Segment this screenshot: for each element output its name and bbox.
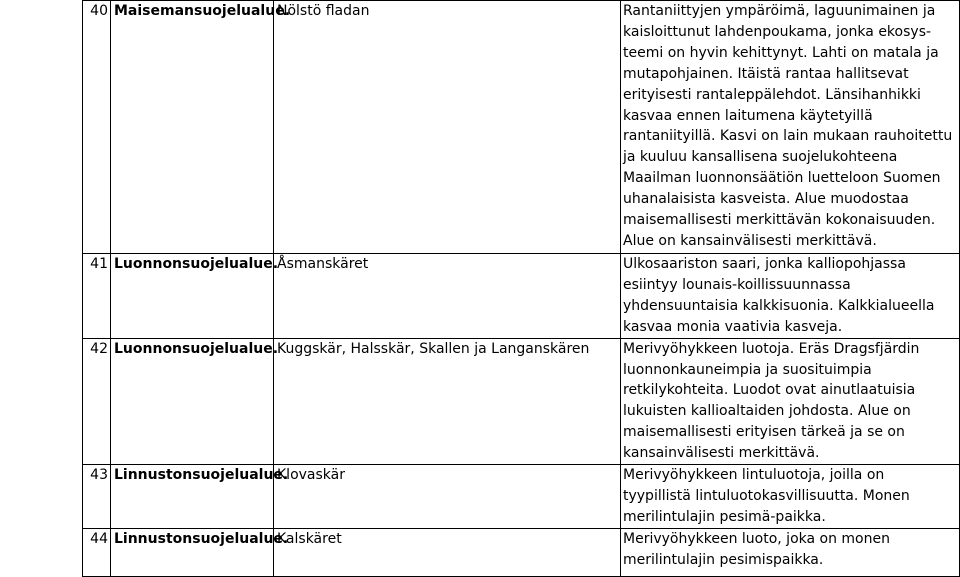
area-number: 43 <box>83 465 111 529</box>
table-row <box>83 465 960 529</box>
area-number: 40 <box>83 1 111 254</box>
area-name: Kuggskär, Halsskär, Skallen ja Langanskären <box>274 338 621 464</box>
table-row <box>83 254 960 339</box>
area-description: Merivyöhykkeen luotoja. Eräs Dragsfjärdin luonnonkauneimpia ja suosituimpia retkilykohteita. Luodot ovat ainutlaatuisia lukuisten kallioaltaiden johdosta. Alue on maisemallisesti erityisen tärkeä ja se on kansainvälisesti merkittävä. <box>621 338 960 464</box>
area-name: Klovaskär <box>274 465 621 529</box>
area-description: Rantaniittyjen ympäröimä, laguunimainen ja kaisloittunut lahdenpoukama, jonka ekosys-teemi on hyvin kehittynyt. Lahti on matala ja mutapohjainen. Itäistä rantaa hallitsevat erityisesti rantaleppälehdot. Länsihanhikki kasvaa ennen laitumena käytetyillä rantaniityillä. Kasvi on lain mukaan rauhoitettu ja kuuluu kansallisena suojelukohteena Maailman luonnonsäätiön luetteloon Suomen uhanalaisista kasveista. Alue muodostaa maisemallisesti merkittävän kokonaisuuden. Alue on kansainvälisesti merkittävä. <box>621 1 960 254</box>
area-number: 41 <box>83 254 111 339</box>
area-name: Kalskäret <box>274 529 621 577</box>
table-row <box>83 1 960 254</box>
area-description: Ulkosaariston saari, jonka kalliopohjassa esiintyy lounais-koillissuunnassa yhdensuuntaisia kalkkisuonia. Kalkkialueella kasvaa monia vaativia kasveja. <box>621 254 960 339</box>
area-type: Luonnonsuojelualue. <box>111 338 274 464</box>
area-description: Merivyöhykkeen luoto, joka on monen merilintulajin pesimispaikka. <box>621 529 960 577</box>
area-type: Linnustonsuojelualue. <box>111 465 274 529</box>
area-type: Linnustonsuojelualue. <box>111 529 274 577</box>
protected-areas-table <box>82 0 960 577</box>
area-number: 42 <box>83 338 111 464</box>
table-row <box>83 529 960 577</box>
area-name: Åsmanskäret <box>274 254 621 339</box>
area-name: Nölstö fladan <box>274 1 621 254</box>
area-number: 44 <box>83 529 111 577</box>
area-type: Luonnonsuojelualue. <box>111 254 274 339</box>
area-type: Maisemansuojelualue. <box>111 1 274 254</box>
table-row <box>83 338 960 464</box>
area-description: Merivyöhykkeen lintuluotoja, joilla on tyypillistä lintuluotokasvillisuutta. Monen merilintulajin pesimä-paikka. <box>621 465 960 529</box>
